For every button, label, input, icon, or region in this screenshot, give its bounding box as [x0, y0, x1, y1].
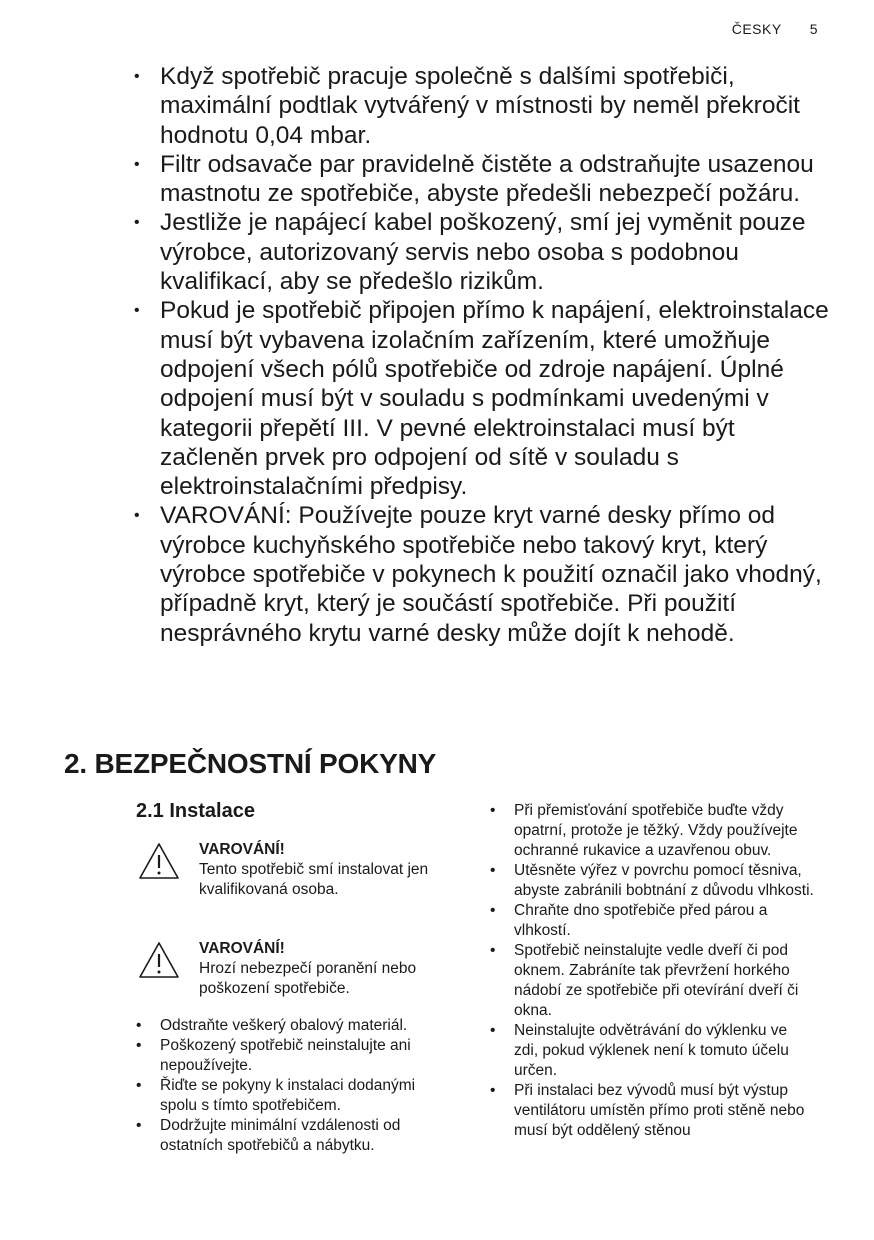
page-number: 5	[809, 21, 818, 37]
list-item: • Odstraňte veškerý obalový materiál.	[136, 1016, 456, 1036]
warning-title: VAROVÁNÍ!	[199, 841, 285, 858]
warning-triangle-icon	[138, 941, 180, 979]
page-header	[732, 21, 818, 37]
list-item: • Filtr odsavače par pravidelně čistěte a odstraňujte usazenou mastnotu ze spotřebiče, abyste předešli nebezpečí požáru.	[134, 150, 834, 209]
list-item: • Utěsněte výřez v povrchu pomocí těsniva, abyste zabránili bobtnání z důvodu vlhkosti.	[490, 861, 815, 901]
top-bullet-list	[134, 62, 834, 648]
installation-bullet-list-right	[490, 801, 815, 1141]
list-item: • Když spotřebič pracuje společně s dalšími spotřebiči, maximální podtlak vytvářený v místnosti by neměl překročit hodnotu 0,04 mbar.	[134, 62, 834, 150]
warning-text: Tento spotřebič smí instalovat jen kvalifikovaná osoba.	[199, 861, 429, 898]
list-item: • Řiďte se pokyny k instalaci dodanými spolu s tímto spotřebičem.	[136, 1076, 456, 1116]
warning-box	[136, 939, 436, 999]
list-item: • Pokud je spotřebič připojen přímo k napájení, elektroinstalace musí být vybavena izolačním zařízením, které umožňuje odpojení všech pólů spotřebiče od zdroje napájení. Úplné odpojení musí být v souladu s podmínkami uvedenými v kategorii přepětí III. V pevné elektroinstalaci musí být začleněn prvek pro odpojení od sítě v souladu s elektroinstalačními předpisy.	[134, 296, 834, 501]
warning-box	[136, 840, 436, 900]
list-item: • Dodržujte minimální vzdálenosti od ostatních spotřebičů a nábytku.	[136, 1116, 456, 1156]
list-item: • Neinstalujte odvětrávání do výklenku ve zdi, pokud výklenek není k tomuto účelu určen.	[490, 1021, 815, 1081]
subsection-title: 2.1 Instalace	[136, 800, 255, 822]
list-item: • Jestliže je napájecí kabel poškozený, smí jej vyměnit pouze výrobce, autorizovaný servis nebo osoba s podobnou kvalifikací, aby se předešlo rizikům.	[134, 208, 834, 296]
list-item: • Spotřebič neinstalujte vedle dveří či pod oknem. Zabráníte tak převržení horkého nádobí ze spotřebiče při otevírání dveří či okna.	[490, 941, 815, 1021]
list-item: • Chraňte dno spotřebiče před párou a vlhkostí.	[490, 901, 815, 941]
language-label: ČESKY	[731, 21, 782, 37]
list-item: • Poškozený spotřebič neinstalujte ani nepoužívejte.	[136, 1036, 456, 1076]
warning-triangle-icon	[138, 842, 180, 880]
warning-text: Hrozí nebezpečí poranění nebo poškození spotřebiče.	[199, 960, 417, 997]
list-item: • Při instalaci bez vývodů musí být výstup ventilátoru umístěn přímo proti stěně nebo musí být oddělený stěnou	[490, 1081, 815, 1141]
list-item: • VAROVÁNÍ: Používejte pouze kryt varné desky přímo od výrobce kuchyňského spotřebiče nebo takový kryt, který výrobce spotřebiče v pokynech k použití označil jako vhodný, případně kryt, který je součástí spotřebiče. Při použití nesprávného krytu varné desky může dojít k nehodě.	[134, 501, 834, 647]
installation-bullet-list-left	[136, 1016, 456, 1156]
section-title: 2. BEZPEČNOSTNÍ POKYNY	[64, 748, 437, 779]
list-item: • Při přemisťování spotřebiče buďte vždy opatrní, protože je těžký. Vždy používejte ochranné rukavice a uzavřenou obuv.	[490, 801, 815, 861]
warning-title: VAROVÁNÍ!	[199, 940, 285, 957]
